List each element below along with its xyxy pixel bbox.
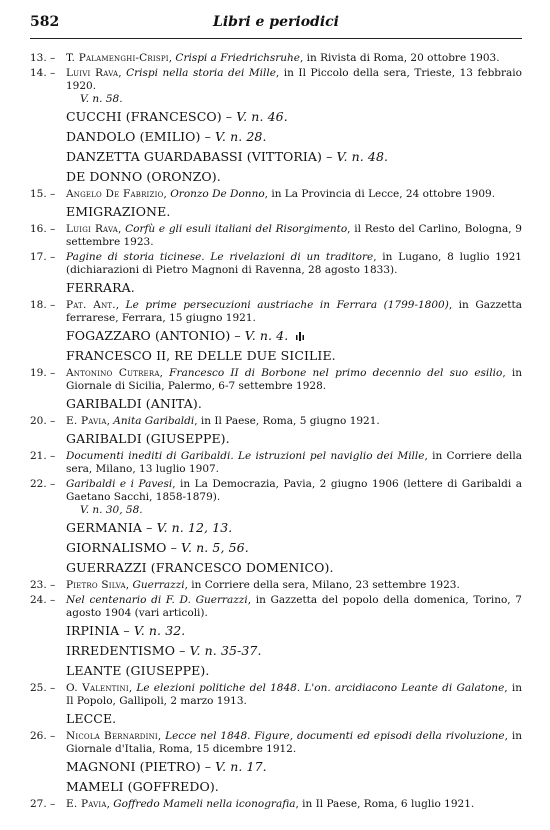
entry-author: Pat. Ant. — [66, 299, 116, 311]
entry-text: Nicola Bernardini, Lecce nel 1848. Figure, documenti ed episodi della rivoluzione, in Giornale d'Italia, Roma, 15 dicembre 1912. — [66, 730, 522, 755]
entry-number: 17. – — [30, 251, 56, 263]
heading-name: IRPINIA — [66, 623, 120, 638]
cross-reference: – V. n. 12, 13. — [146, 520, 233, 535]
subject-heading — [30, 430, 522, 447]
entry-author: E. Pavia — [66, 415, 107, 427]
entry-source: , in Giornale di Sicilia, Palermo, 6-7 settembre 1928. — [66, 367, 523, 392]
entry-source: , il Resto del Carlino, Bologna, 9 settembre 1923. — [66, 223, 522, 248]
heading-name: GERMANIA — [66, 520, 143, 535]
subject-heading — [30, 519, 522, 536]
entry-text — [66, 251, 522, 277]
bibliography-entry — [30, 415, 522, 428]
cross-reference: – V. n. 4. — [234, 328, 289, 343]
heading-name: LECCE. — [66, 711, 117, 726]
subject-heading — [30, 327, 522, 344]
entry-title: Lecce nel 1848. Figure, documenti ed episodi della rivoluzione — [165, 730, 505, 742]
entry-text: Pietro Silva, Guerrazzi, in Corriere della sera, Milano, 23 settembre 1923. — [66, 579, 460, 591]
cross-reference: – V. n. 35-37. — [179, 643, 262, 658]
subject-heading — [30, 622, 522, 639]
heading-name: GIORNALISMO — [66, 540, 167, 555]
heading-name: FERRARA. — [66, 280, 135, 295]
entry-source: , in Il Paese, Roma, 6 luglio 1921. — [295, 798, 475, 810]
subject-heading — [30, 108, 522, 125]
bibliography-list — [30, 52, 522, 813]
entry-author: Antonino Cutrera — [66, 367, 160, 379]
entry-author: O. Valentini — [66, 682, 129, 694]
bibliography-entry — [30, 730, 522, 756]
entry-title: Crispi nella storia dei Mille — [126, 67, 276, 79]
entry-source: , in Rivista di Roma, 20 ottobre 1903. — [300, 52, 500, 64]
entry-number: 26. – — [30, 730, 56, 742]
heading-name: FRANCESCO II, RE DELLE DUE SICILIE. — [66, 348, 336, 363]
entry-number: 24. – — [30, 594, 56, 606]
entry-text: Angelo De Fabrizio, Oronzo De Donno, in La Provincia di Lecce, 24 ottobre 1909. — [66, 188, 496, 200]
heading-name: LEANTE (GIUSEPPE). — [66, 663, 210, 678]
heading-name: GARIBALDI (GIUSEPPE). — [66, 431, 230, 446]
entry-number: 18. – — [30, 299, 56, 311]
entry-number: 16. – — [30, 223, 56, 235]
entry-author: Luivi Rava — [66, 67, 119, 79]
entry-author: Pietro Silva — [66, 579, 126, 591]
bibliography-entry — [30, 579, 522, 592]
entry-text: Luivi Rava, Crispi nella storia dei Mille, in Il Piccolo della sera, Trieste, 13 febbraio 1920. — [66, 67, 522, 92]
entry-text: Luigi Rava, Corfù e gli esuli italiani del Risorgimento, il Resto del Carlino, Bologna, 9 settembre 1923. — [66, 223, 522, 248]
entry-text — [66, 478, 522, 504]
entry-author: T. Palamenghi-Crispi — [66, 52, 169, 64]
subject-heading — [30, 559, 522, 576]
entry-source: , in Il Paese, Roma, 5 giugno 1921. — [194, 415, 380, 427]
heading-name: DANDOLO (EMILIO) — [66, 129, 201, 144]
entry-title: Anita Garibaldi — [113, 415, 195, 427]
entry-number: 21. – — [30, 450, 56, 462]
subject-heading — [30, 778, 522, 795]
heading-name: GUERRAZZI (FRANCESCO DOMENICO). — [66, 560, 334, 575]
entry-title: Documenti inediti di Garibaldi. Le istruzioni pel naviglio dei Mille — [66, 450, 425, 462]
entry-title: Crispi a Friedrichsruhe — [175, 52, 300, 64]
entry-text: Antonino Cutrera, Francesco II di Borbone nel primo decennio del suo esilio, in Giornale di Sicilia, Palermo, 6-7 settembre 1928. — [66, 367, 523, 392]
entry-author: Angelo De Fabrizio — [66, 188, 164, 200]
subject-heading — [30, 279, 522, 296]
cross-reference: – V. n. 28. — [204, 129, 267, 144]
cross-reference: – V. n. 5, 56. — [170, 540, 249, 555]
subject-heading — [30, 758, 522, 775]
subject-heading — [30, 168, 522, 185]
bibliography-entry — [30, 52, 522, 65]
heading-name: MAMELI (GOFFREDO). — [66, 779, 219, 794]
subject-heading — [30, 662, 522, 679]
entry-text: E. Pavia, Goffredo Mameli nella iconografia, in Il Paese, Roma, 6 luglio 1921. — [66, 798, 475, 810]
heading-name: CUCCHI (FRANCESCO) — [66, 109, 222, 124]
heading-name: FOGAZZARO (ANTONIO) — [66, 328, 231, 343]
entry-title: Garibaldi e i Pavesi — [66, 478, 173, 490]
entry-title: Pagine di storia ticinese. Le rivelazioni di un traditore — [66, 251, 374, 263]
subject-heading — [30, 539, 522, 556]
entry-source: , in Corriere della sera, Milano, 23 settembre 1923. — [184, 579, 460, 591]
bibliography-entry — [30, 798, 522, 811]
entry-number: 15. – — [30, 188, 56, 200]
ink-mark-icon — [294, 332, 306, 341]
entry-number: 25. – — [30, 682, 56, 694]
entry-source: , in Giornale d'Italia, Roma, 15 dicembre 1912. — [66, 730, 522, 755]
bibliography-entry — [30, 594, 522, 620]
entry-source: , in Gazzetta del popolo della domenica, Torino, 7 agosto 1904 (vari articoli). — [66, 594, 522, 619]
entry-source: , in Corriere della sera, Milano, 13 luglio 1907. — [66, 450, 522, 475]
entry-text — [66, 594, 522, 620]
bibliography-entry — [30, 682, 522, 708]
entry-title: Oronzo De Donno — [170, 188, 265, 200]
bibliography-entry — [30, 251, 522, 277]
entry-title: Nel centenario di F. D. Guerrazzi — [66, 594, 248, 606]
entry-author: E. Pavia — [66, 798, 107, 810]
entry-text — [66, 450, 522, 476]
cross-reference: – V. n. 46. — [225, 109, 288, 124]
entry-number: 27. – — [30, 798, 56, 810]
entry-source: , in Lugano, 8 luglio 1921 (dichiarazioni di Pietro Magnoni di Ravenna, 28 agosto 1833). — [66, 251, 522, 276]
cross-reference: – V. n. 17. — [204, 759, 267, 774]
heading-name: EMIGRAZIONE. — [66, 204, 171, 219]
subject-heading — [30, 203, 522, 220]
heading-name: DE DONNO (ORONZO). — [66, 169, 221, 184]
cross-reference: – V. n. 48. — [326, 149, 389, 164]
entry-title: Le prime persecuzioni austriache in Ferrara (1799-1800) — [125, 299, 449, 311]
entry-source: , in Gazzetta ferrarese, Ferrara, 15 giugno 1921. — [66, 299, 522, 324]
heading-name: IRREDENTISMO — [66, 643, 176, 658]
header-rule — [30, 38, 522, 39]
entry-source: , in Il Popolo, Gallipoli, 2 marzo 1913. — [66, 682, 522, 707]
cross-reference: V. n. 58. — [80, 93, 123, 105]
entry-number: 23. – — [30, 579, 56, 591]
bibliography-entry — [30, 299, 522, 325]
entry-number: 13. – — [30, 52, 56, 64]
entry-text: E. Pavia, Anita Garibaldi, in Il Paese, Roma, 5 giugno 1921. — [66, 415, 380, 427]
cross-reference: – V. n. 32. — [123, 623, 186, 638]
cross-reference: V. n. 30, 58. — [80, 504, 143, 516]
entry-text: O. Valentini, Le elezioni politiche del 1848. L'on. arcidiacono Leante di Galatone, in Il Popolo, Gallipoli, 2 marzo 1913. — [66, 682, 522, 707]
entry-text: T. Palamenghi-Crispi, Crispi a Friedrichsruhe, in Rivista di Roma, 20 ottobre 1903. — [66, 52, 500, 64]
heading-name: DANZETTA GUARDABASSI (VITTORIA) — [66, 149, 323, 164]
entry-text: Pat. Ant., Le prime persecuzioni austriache in Ferrara (1799-1800), in Gazzetta ferrarese, Ferrara, 15 giugno 1921. — [66, 299, 522, 324]
page-number: 582 — [30, 14, 60, 30]
subject-heading — [30, 128, 522, 145]
bibliography-entry — [30, 478, 522, 517]
subject-heading — [30, 642, 522, 659]
entry-number: 20. – — [30, 415, 56, 427]
heading-name: GARIBALDI (ANITA). — [66, 396, 202, 411]
entry-title: Corfù e gli esuli italiani del Risorgimento — [125, 223, 348, 235]
page-header — [30, 14, 522, 36]
entry-title: Francesco II di Borbone nel primo decennio del suo esilio — [169, 367, 503, 379]
subject-heading — [30, 710, 522, 727]
entry-title: Goffredo Mameli nella iconografia — [113, 798, 296, 810]
entry-source: , in La Provincia di Lecce, 24 ottobre 1909. — [264, 188, 496, 200]
bibliography-entry — [30, 223, 522, 249]
entry-number: 22. – — [30, 478, 56, 490]
heading-name: MAGNONI (PIETRO) — [66, 759, 201, 774]
entry-title: Le elezioni politiche del 1848. L'on. arcidiacono Leante di Galatone — [136, 682, 505, 694]
entry-number: 19. – — [30, 367, 56, 379]
entry-number: 14. – — [30, 67, 56, 79]
subject-heading — [30, 148, 522, 165]
bibliography-entry — [30, 450, 522, 476]
entry-author: Luigi Rava — [66, 223, 118, 235]
bibliography-entry — [30, 367, 522, 393]
bibliography-entry — [30, 67, 522, 106]
entry-source: , in Il Piccolo della sera, Trieste, 13 febbraio 1920. — [66, 67, 522, 92]
entry-author: Nicola Bernardini — [66, 730, 158, 742]
subject-heading — [30, 347, 522, 364]
bibliography-entry — [30, 188, 522, 201]
entry-title: Guerrazzi — [132, 579, 185, 591]
running-title: Libri e periodici — [213, 14, 339, 30]
entry-source: , in La Democrazia, Pavia, 2 giugno 1906 (lettere di Garibaldi a Gaetano Sacchi, 1858-1879). — [66, 478, 522, 503]
subject-heading — [30, 395, 522, 412]
